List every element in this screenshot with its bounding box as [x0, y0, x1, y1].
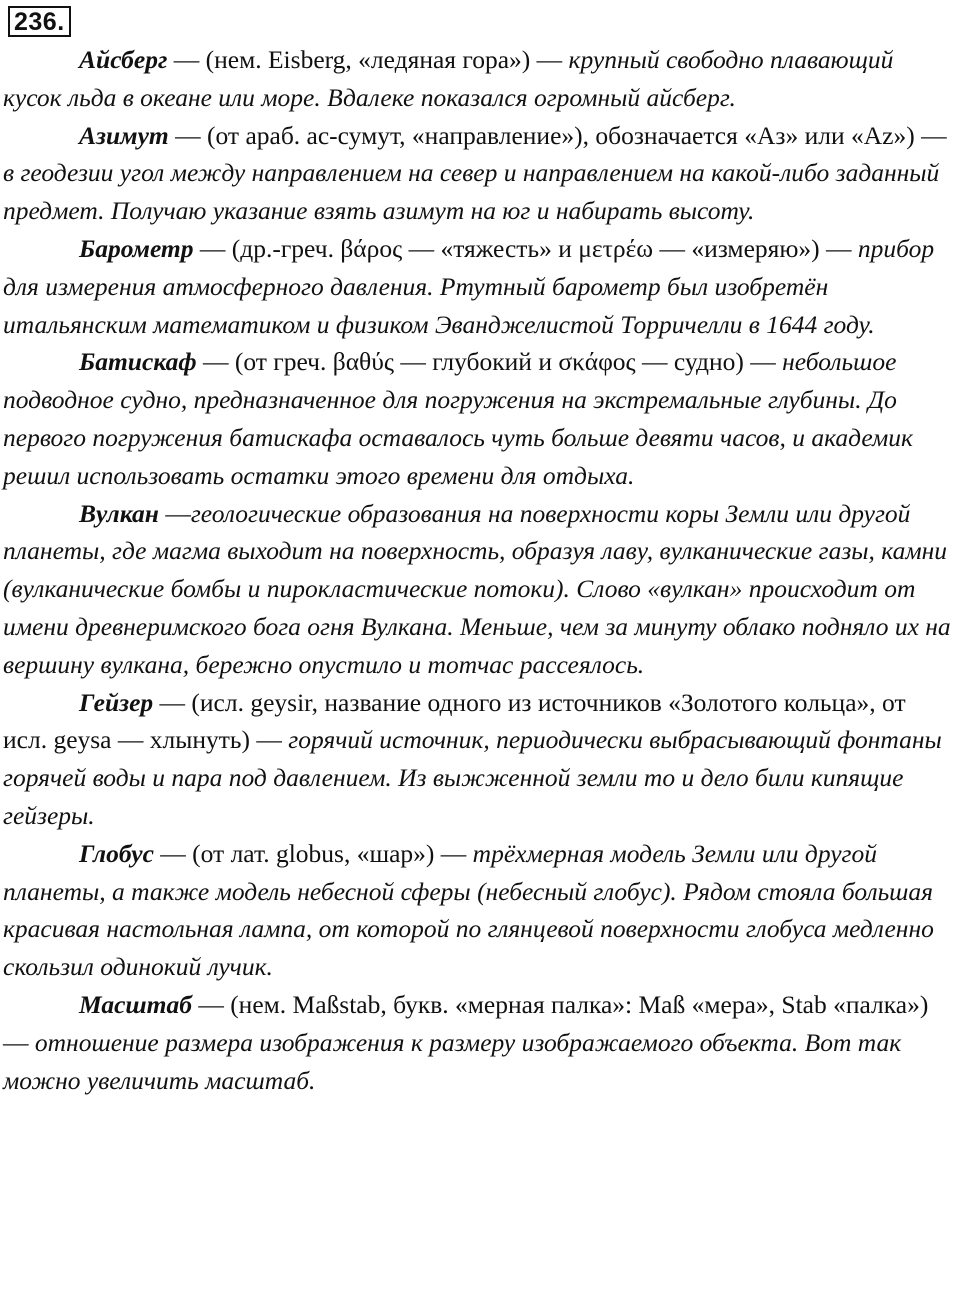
glossary-entry-vulkan: [3, 495, 956, 684]
glossary-entry-aisberg: [3, 41, 956, 117]
exercise-number: 236.: [8, 6, 71, 37]
entry-definition: небольшое подводное судно, предназначенное для погружения на экстремальные глубины. До первого погружения батискафа оставалось чуть больше девяти часов, и академик решил использовать остатки этого времени для отдыха.: [3, 347, 913, 490]
entry-definition: геологические образования на поверхности коры Земли или другой планеты, где магма выходит на поверхность, образуя лаву, вулканические газы, камни (вулканические бомбы и пирокластические потоки). Слово «вулкан» происходит от имени древнеримского бога огня Вулкана. Меньше, чем за минуту облако подняло их на вершину вулкана, бережно опустило и тотчас рассеялось.: [3, 498, 951, 679]
entry-term: Барометр: [79, 233, 194, 263]
entry-term: Глобус: [79, 838, 154, 868]
glossary-entry-masshtab: [3, 986, 956, 1099]
glossary-entry-batiskaf: [3, 343, 956, 494]
entry-etymology: — (от лат. globus, «шар») —: [153, 838, 473, 868]
glossary: [3, 41, 956, 1099]
entry-definition: трёхмерная модель Земли или другой планеты, а также модель небесной сферы (небесный глобус). Рядом стояла большая красивая настольная лампа, от которой по глянцевой поверхности глобуса медленно скользил одинокий лучик.: [3, 838, 934, 982]
entry-term: Айсберг: [79, 45, 168, 74]
glossary-entry-globus: [3, 835, 956, 986]
entry-etymology: — (исл. geysir, название одного из источников «Золотого кольца», от исл. geysa — хлынуть) —: [3, 687, 906, 755]
entry-definition: горячий источник, периодически выбрасывающий фонтаны горячей воды и пара под давлением. Из выжженной земли то и дело били кипящие гейзеры.: [3, 725, 942, 830]
entry-term: Гейзер: [79, 687, 154, 717]
entry-etymology: — (от араб. ас-сумут, «направление»), обозначается «Аз» или «Az») —: [168, 120, 947, 150]
glossary-entry-barometr: [3, 230, 956, 343]
entry-etymology: — (др.-греч. βάρος — «тяжесть» и μετρέω — «измеряю») —: [193, 233, 858, 263]
entry-term: Масштаб: [79, 989, 192, 1019]
entry-term: Азимут: [79, 120, 169, 150]
entry-etymology: —: [158, 498, 191, 528]
entry-definition: в геодезии угол между направлением на север и направлением на какой-либо заданный предмет. Получаю указание взять азимут на юг и набирать высоту.: [3, 158, 940, 226]
entry-definition: прибор для измерения атмосферного давления. Ртутный барометр был изобретён итальянским математиком и физиком Эванджелистой Торричелли в 1644 году.: [3, 233, 935, 339]
entry-term: Вулкан: [79, 498, 159, 528]
entry-definition: отношение размера изображения к размеру изображаемого объекта. Вот так можно увеличить масштаб.: [3, 1027, 902, 1095]
glossary-entry-geizer: [3, 684, 956, 835]
entry-term: Батискаф: [79, 347, 197, 377]
entry-etymology: — (от греч. βαθύς — глубокий и σκάφος — судно) —: [196, 347, 783, 377]
entry-definition: крупный свободно плавающий кусок льда в океане или море. Вдалеке показался огромный айсберг.: [3, 45, 894, 112]
entry-etymology: — (нем. Maßstab, букв. «мерная палка»: Maß «мера», Stab «палка») —: [3, 989, 929, 1057]
entry-etymology: — (нем. Eisberg, «ледяная гора») —: [167, 45, 569, 74]
glossary-entry-azimut: [3, 117, 956, 230]
